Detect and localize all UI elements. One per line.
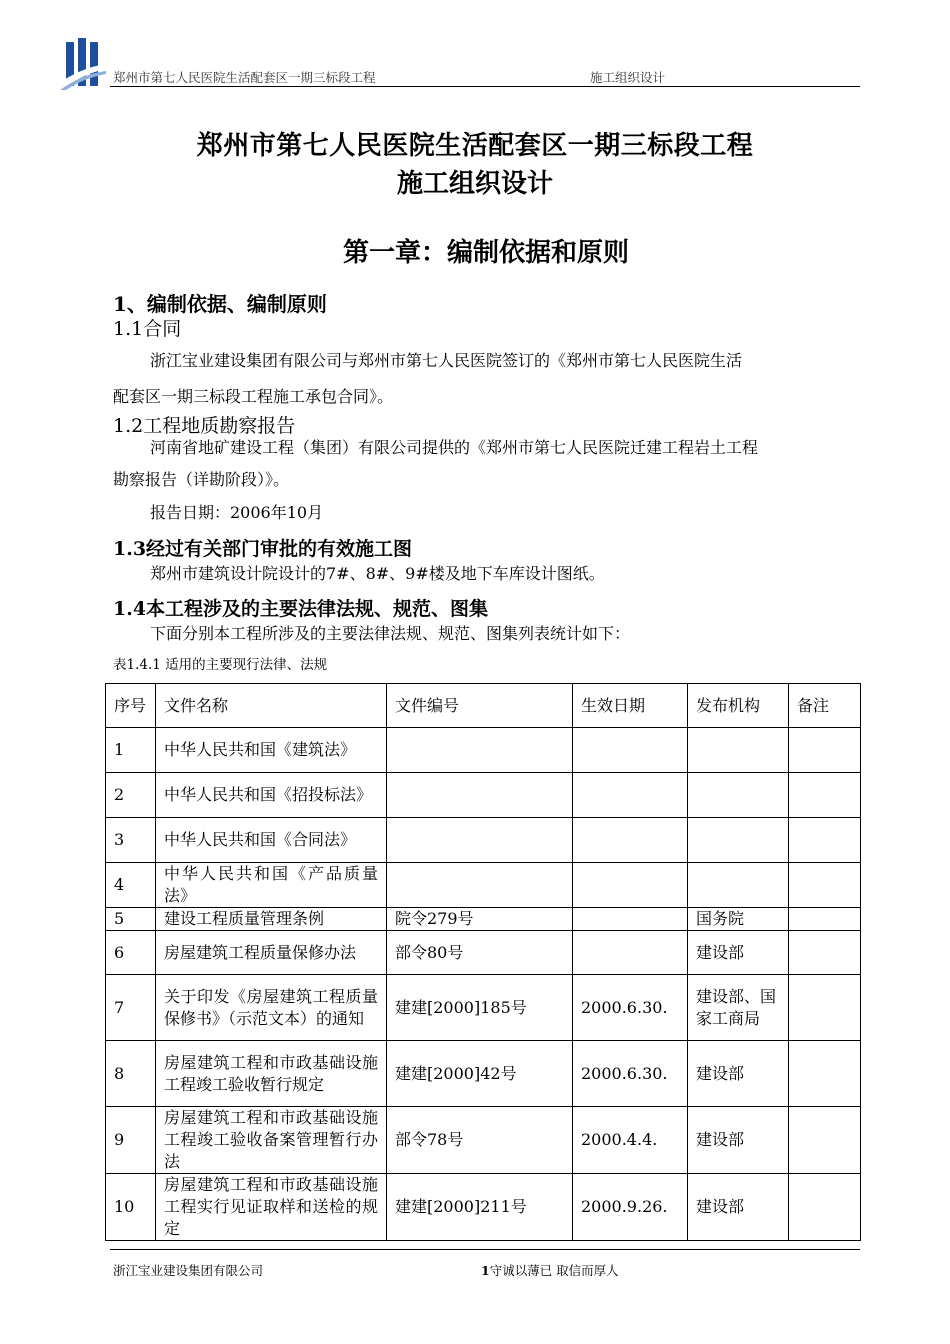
cell-remark <box>789 863 861 908</box>
cell-remark <box>789 773 861 818</box>
cell-index: 6 <box>106 931 156 975</box>
document-title: 郑州市第七人民医院生活配套区一期三标段工程 <box>196 131 754 161</box>
cell-date <box>573 908 688 931</box>
cell-remark <box>789 975 861 1041</box>
footer-page-and-motto <box>481 1261 619 1279</box>
cell-date <box>573 818 688 863</box>
cell-issuer: 建设部、国家工商局 <box>688 975 789 1041</box>
cell-name: 房屋建筑工程和市政基础设施工程竣工验收暂行规定 <box>156 1041 387 1107</box>
cell-issuer <box>688 773 789 818</box>
cell-date: 2000.6.30. <box>573 1041 688 1107</box>
cell-index: 8 <box>106 1041 156 1107</box>
cell-number <box>387 728 573 773</box>
cell-date: 2000.9.26. <box>573 1174 688 1241</box>
cell-name: 建设工程质量管理条例 <box>156 908 387 931</box>
cell-number <box>387 773 573 818</box>
footer-divider <box>110 1249 860 1250</box>
cell-date <box>573 773 688 818</box>
document-subtitle: 施工组织设计 <box>396 169 553 199</box>
cell-index: 9 <box>106 1107 156 1174</box>
cell-name: 关于印发《房屋建筑工程质量保修书》（示范文本）的通知 <box>156 975 387 1041</box>
paragraph-regulations-intro: 下面分别本工程所涉及的主要法律法规、规范、图集列表统计如下： <box>150 624 631 643</box>
cell-index: 5 <box>106 908 156 931</box>
table-row <box>106 728 861 773</box>
cell-name: 中华人民共和国《合同法》 <box>156 818 387 863</box>
cell-number <box>387 863 573 908</box>
cell-issuer <box>688 728 789 773</box>
cell-remark <box>789 1041 861 1107</box>
table-row <box>106 975 861 1041</box>
table-row <box>106 773 861 818</box>
cell-remark <box>789 908 861 931</box>
table-row <box>106 1041 861 1107</box>
cell-issuer <box>688 863 789 908</box>
section-heading-1-1: 1.1合同 <box>113 318 182 340</box>
cell-date <box>573 931 688 975</box>
header-cell-issuer: 发布机构 <box>688 684 789 728</box>
cell-index: 3 <box>106 818 156 863</box>
cell-name: 房屋建筑工程质量保修办法 <box>156 931 387 975</box>
cell-name: 房屋建筑工程和市政基础设施工程竣工验收备案管理暂行办法 <box>156 1107 387 1174</box>
company-logo-icon <box>58 38 108 90</box>
cell-date <box>573 863 688 908</box>
section-heading-1: 1、编制依据、编制原则 <box>113 292 327 316</box>
chapter-heading: 第一章：编制依据和原则 <box>342 238 629 268</box>
cell-issuer: 建设部 <box>688 1041 789 1107</box>
header-cell-number: 文件编号 <box>387 684 573 728</box>
header-cell-name: 文件名称 <box>156 684 387 728</box>
header-cell-date: 生效日期 <box>573 684 688 728</box>
cell-issuer: 建设部 <box>688 1107 789 1174</box>
cell-number: 院令279号 <box>387 908 573 931</box>
cell-remark <box>789 931 861 975</box>
table-row <box>106 863 861 908</box>
cell-index: 2 <box>106 773 156 818</box>
header-cell-remark: 备注 <box>789 684 861 728</box>
paragraph-contract-line1: 浙江宝业建设集团有限公司与郑州市第七人民医院签订的《郑州市第七人民医院生活 <box>150 351 743 370</box>
cell-index: 4 <box>106 863 156 908</box>
section-heading-1-4: 1.4本工程涉及的主要法律法规、规范、图集 <box>113 598 489 620</box>
cell-index: 7 <box>106 975 156 1041</box>
cell-remark <box>789 728 861 773</box>
cell-issuer: 建设部 <box>688 931 789 975</box>
cell-date <box>573 728 688 773</box>
section-heading-1-3: 1.3经过有关部门审批的有效施工图 <box>113 538 413 560</box>
cell-number: 部令80号 <box>387 931 573 975</box>
paragraph-survey-line2: 勘察报告（详勘阶段）》。 <box>113 470 290 489</box>
cell-remark <box>789 1174 861 1241</box>
table-row <box>106 931 861 975</box>
page-number: 1 <box>481 1263 490 1278</box>
cell-number: 建建[2000]42号 <box>387 1041 573 1107</box>
paragraph-survey-line1: 河南省地矿建设工程（集团）有限公司提供的《郑州市第七人民医院迁建工程岩土工程 <box>150 438 759 457</box>
header-cell-index: 序号 <box>106 684 156 728</box>
header-divider <box>110 86 860 87</box>
cell-number <box>387 818 573 863</box>
cell-number: 部令78号 <box>387 1107 573 1174</box>
paragraph-report-date: 报告日期：2006年10月 <box>150 503 324 522</box>
cell-index: 10 <box>106 1174 156 1241</box>
paragraph-contract-line2: 配套区一期三标段工程施工承包合同》。 <box>113 387 394 406</box>
table-row <box>106 818 861 863</box>
paragraph-drawings: 郑州市建筑设计院设计的7#、8#、9#楼及地下车库设计图纸。 <box>150 564 605 583</box>
cell-issuer: 建设部 <box>688 1174 789 1241</box>
footer-motto: 守诚以薄已 取信而厚人 <box>489 1263 619 1278</box>
cell-issuer: 国务院 <box>688 908 789 931</box>
cell-number: 建建[2000]185号 <box>387 975 573 1041</box>
cell-date: 2000.6.30. <box>573 975 688 1041</box>
cell-number: 建建[2000]211号 <box>387 1174 573 1241</box>
cell-name: 房屋建筑工程和市政基础设施工程实行见证取样和送检的规定 <box>156 1174 387 1241</box>
cell-issuer <box>688 818 789 863</box>
section-heading-1-2: 1.2工程地质勘察报告 <box>113 415 296 437</box>
table-header-row <box>106 684 861 728</box>
table-row <box>106 908 861 931</box>
table-row <box>106 1174 861 1241</box>
regulations-table <box>105 683 861 1241</box>
table-row <box>106 1107 861 1174</box>
cell-name: 中华人民共和国《招投标法》 <box>156 773 387 818</box>
footer-company: 浙江宝业建设集团有限公司 <box>113 1263 264 1278</box>
cell-name: 中华人民共和国《建筑法》 <box>156 728 387 773</box>
cell-index: 1 <box>106 728 156 773</box>
cell-remark <box>789 818 861 863</box>
header-doc-type: 施工组织设计 <box>590 70 666 85</box>
cell-date: 2000.4.4. <box>573 1107 688 1174</box>
header-project-name: 郑州市第七人民医院生活配套区一期三标段工程 <box>113 70 376 85</box>
table-caption: 表1.4.1 适用的主要现行法律、法规 <box>113 657 328 673</box>
cell-remark <box>789 1107 861 1174</box>
cell-name: 中华人民共和国《产品质量法》 <box>156 863 387 908</box>
